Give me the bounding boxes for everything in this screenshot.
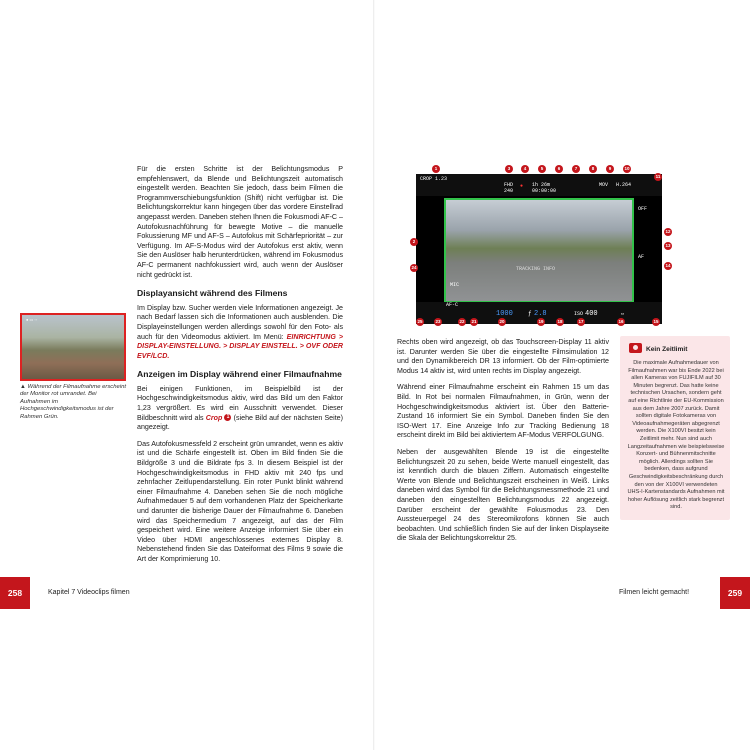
callout-19: 19 <box>538 319 544 324</box>
callout-13: 13 <box>665 243 671 248</box>
aperture-f-icon: ƒ <box>528 310 532 317</box>
info-box-kein-zeitlimit <box>620 336 730 520</box>
menu-path: EINRICHTUNG > DISPLAY-EINSTELLUNG. > DISPLAY EINSTELL. > OVF ODER EVF/LCD. <box>137 332 344 360</box>
callout-10: 10 <box>624 166 630 171</box>
running-head-right: Filmen leicht gemacht! <box>619 589 690 596</box>
touchscreen-paragraph: Rechts oben wird angezeigt, ob das Touchscreen-Display 11 aktiv ist. Darunter werden Sie über die eingestellte Filmsimulation 12 und den Dynamikbereich DR 13 informiert. Ob der Film-optimierte Modus 14 aktiv ist, wird unten rechts im Display angezeigt. <box>397 338 609 375</box>
callout-8: 8 <box>589 165 597 173</box>
fps-indicator: 240 <box>504 188 514 194</box>
touchscreen-off: OFF <box>638 206 648 212</box>
crop-text-b: (siehe Bild auf der nächsten Seite) angezeigt. <box>137 413 343 432</box>
info-box-title: Kein Zeitlimit <box>646 346 688 353</box>
monitor-photo <box>20 313 126 381</box>
callout-16: 16 <box>618 319 624 324</box>
frame-paragraph: Während einer Filmaufnahme erscheint ein Rahmen 15 um das Bild. In Rot bei normalen Filmaufnahmen, in Grün, wenn der Hochgeschwindigkeitsmodus aktiviert ist. Über den Batterie-Zustand 16 informiert Sie ein Symbol. Daneben finden Sie den ISO-Wert 17. Eine Anzeige Info zur Tracking Bedienung 18 erscheint direkt im Bild bei aktiviertem AF-Modus VERFOLGUNG. <box>397 383 609 440</box>
page-number-left: 258 <box>0 577 30 609</box>
section-heading-display: Displayansicht während des Filmens <box>137 288 288 299</box>
rec-time: 1h 26m <box>532 182 551 188</box>
callout-1: 1 <box>432 165 440 173</box>
page-number-right: 259 <box>720 577 750 609</box>
battery-icon: ▭ <box>621 311 625 317</box>
intro-paragraph: Für die ersten Schritte ist der Belichtungsmodus P empfehlenswert, da Blende und Belichtungszeit automatisch eingestellt werden. Beachten Sie jedoch, dass beim Filmen die Programmverschiebungsfunktion (Shift) nicht verfügbar ist. Die Belichtungskorrektur kann hingegen über das vordere Einstellrad angepasst werden. Daneben stehen Ihnen die Fokusmodi AF-C – Autofokusnachführung für bewegte Motive – die manuelle Fokussierung MF und AF-S – Autofokus mit Schärfepriorität – zur Verfügung. Im AF-S-Modus wird der Autofokus erst aktiv, wenn Sie den Auslöser halb herunterdrücken, während im Fokusmodus AF-C permanent nachfokussiert wird, auch wenn der Auslöser nicht gedrückt ist. <box>137 165 343 279</box>
callout-24: 24 <box>411 265 417 270</box>
callout-4: 4 <box>521 165 529 173</box>
autofocus-paragraph: Das Autofokusmessfeld 2 erscheint grün umrandet, wenn es aktiv ist und die Schärfe eingestellt ist. Oben im Bild finden Sie die Bildgröße 3 und die Bildrate fps 3. In diesem Beispiel ist der Hochgeschwindigkeitsmodus in FHD aktiv mit 240 fps und zehnfacher Zeitlupendarstellung. Ein roter Punkt blinkt während einer Filmaufnahme 4. Daneben sehen Sie die noch mögliche Aufnahmedauer 5 auf dem vorhandenen Platz der Speicherkarte und darunter die bisherige Dauer der Filmaufnahme 6. Daneben wird das Speichermedium 7 angezeigt, auf das der Film gespeichert wird. Eine weitere Anzeige informiert Sie über ein Video über HDMI angeschlossenes externes Display 8. Nebenstehend finden Sie das Dateiformat des Films 9 sowie die Art der Komprimierung 10. <box>137 439 343 563</box>
callout-18: 18 <box>557 319 563 324</box>
running-head-left: Kapitel 7 Videoclips filmen <box>48 589 130 596</box>
camera-top-bar <box>416 174 662 196</box>
callout-21: 21 <box>471 319 477 324</box>
crop-text-a: Bei einigen Funktionen, im Beispielbild ist der Hochgeschwindigkeitsmodus aktiv, wird das Bild um den Faktor 1,23 vergrößert. Es wird ein Ausschnitt verwendet. Dieser Bildbeschnitt wird als <box>137 384 343 422</box>
file-format: MOV <box>599 182 609 188</box>
aperture-paragraph: Neben der ausgewählten Blende 19 ist die eingestellte Belichtungszeit 20 zu sehen, beide Werte manuell eingestellt, das ist kenntlich durch die blauen Ziffern. Automatisch eingestellte Werte von Blende und Belichtungszeit erscheinen in Weiß. Links daneben wird das Symbol für die Belichtungsmessmethode 21 und daneben den eingestellten Belichtungsmodus 22 angezeigt. Darüber erscheint der gewählte Fokusmodus 23. Den Aussteuerpegel 24 des Stereomikrofons können Sie auch beobachten. Und schließlich finden Sie auf der linken Displayseite die Skala der Belichtungskorrektur 25. <box>397 447 609 543</box>
callout-23: 23 <box>435 319 441 324</box>
camera-icon <box>629 343 642 353</box>
camera-display <box>416 174 662 324</box>
codec: H.264 <box>616 182 632 188</box>
info-box-body: Die maximale Aufnahmedauer von Filmaufnahmen war bis Ende 2022 bei allen Kameras von FUJIFILM auf 30 Minuten begrenzt. Das hatte keine technischen Ursachen, sondern geht auf eine Richtlinie der EU-Kommission aus dem Jahre 2007 zurück. Damit sollten digitale Fotokameras von Videoaufnahmegeräten abgegrenzt werden. Die X100VI besitzt kein Zeitlimit mehr. Nun sind auch Langzeitaufnahmen wie beispielsweise Konzert- und Bühnenmitschnitte möglich. Allerdings sollten Sie bedenken, dass aufgrund Geschwindigkeitsbeschränkung durch den von der X100VI verwendeten UHS-I-Kartenstandards Aufnahmen mit hoher Auflösung zeitlich stark begrenzt sind. <box>627 360 725 511</box>
callout-14: 14 <box>665 263 671 268</box>
callout-11: 11 <box>655 174 661 179</box>
photo-caption: ▲ Während der Filmaufnahme erscheint der Monitor rot umrandet. Bei Aufnahmen im Hochgeschwindigkeitsmodus ist der Rahmen Grün. <box>20 384 127 420</box>
callout-5: 5 <box>538 165 546 173</box>
record-dot-icon: ● <box>520 183 524 189</box>
mic-level: MIC <box>450 282 460 288</box>
callout-25: 25 <box>417 319 423 324</box>
callout-6: 6 <box>555 165 563 173</box>
callout-17: 17 <box>578 319 584 324</box>
elapsed-time: 00:00:00 <box>532 188 557 194</box>
display-paragraph-text: Im Display bzw. Sucher werden viele Informationen angezeigt. Je nach Bedarf lassen sich die Informationen auch ausblenden. Die Displayeinstellungen werden allerdings sowohl für den Foto- als auch für den Videomodus aktiviert. Im Menü: <box>137 303 343 341</box>
callout-15: 15 <box>653 319 659 324</box>
right-text-column <box>397 338 609 551</box>
iso-label: ISO <box>574 311 584 317</box>
section-heading-anzeigen: Anzeigen im Display während einer Filmaufnahme <box>137 369 342 380</box>
display-paragraph <box>137 304 343 362</box>
crop-indicator: CROP 1.23 <box>420 176 448 182</box>
shutter-speed: 1000 <box>496 310 513 318</box>
callout-1: 1 <box>224 414 231 421</box>
camera-live-view <box>444 198 634 303</box>
iso-value: 400 <box>585 310 598 318</box>
photo-hud: ● ▭ ◦◦ <box>26 317 38 322</box>
callout-7: 7 <box>572 165 580 173</box>
af-indicator: AF <box>638 254 645 260</box>
aperture: 2.8 <box>534 310 547 318</box>
callout-9: 9 <box>606 165 614 173</box>
crop-paragraph <box>137 385 343 433</box>
fhd-indicator: FHD <box>504 182 514 188</box>
callout-22: 22 <box>459 319 465 324</box>
callout-20: 20 <box>499 319 505 324</box>
callout-12: 12 <box>665 229 671 234</box>
callout-3: 3 <box>505 165 513 173</box>
focus-mode: AF-C <box>446 302 459 308</box>
tracking-info: TRACKING INFO <box>516 266 556 272</box>
callout-2: 2 <box>410 238 418 246</box>
left-text-column <box>137 165 343 572</box>
crop-term: Crop <box>205 413 223 422</box>
